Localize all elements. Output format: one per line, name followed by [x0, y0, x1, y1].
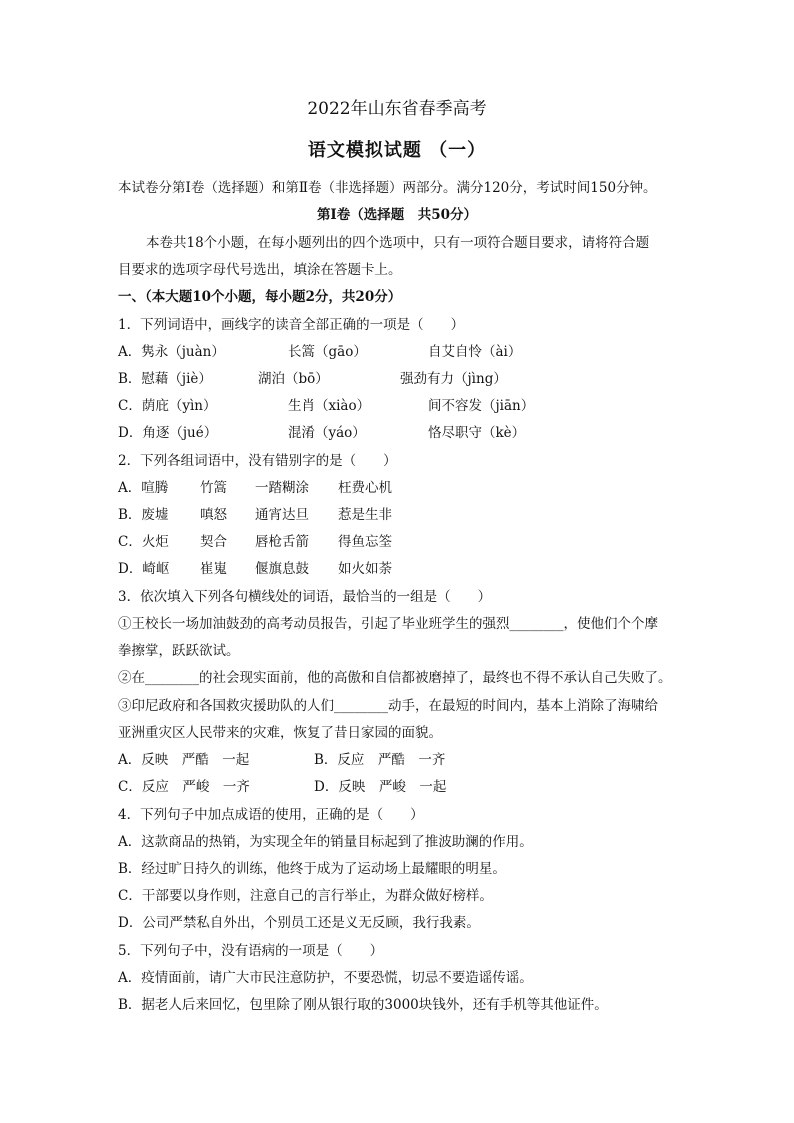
q2-b-col2: 嗔怒	[200, 507, 227, 523]
q3-option-b: B．反应 严酷 一齐	[314, 752, 446, 768]
q4-stem: 4．下列句子中加点成语的使用，正确的是（ ）	[118, 807, 424, 823]
q2-option-c	[118, 533, 392, 551]
section1-heading: 一、（本大题10个小题，每小题2分，共20分）	[118, 289, 402, 305]
q2-d-col1: D．崎岖	[118, 561, 170, 577]
q4-option-a: A．这款商品的热销，为实现全年的销量目标起到了推波助澜的作用。	[118, 834, 533, 850]
q3-sentence3-line1: ③印尼政府和各国救灾援助队的人们________动手，在最短的时间内，基本上消除了海啸给	[118, 698, 658, 714]
q3-sentence1-line2: 拳擦掌，跃跃欲试。	[118, 643, 240, 659]
q1-a-col2: 长篙（gāo）	[288, 344, 367, 360]
q2-a-col1: A．喧腾	[118, 480, 169, 496]
part1-desc-line1: 本卷共18个小题，在每小题列出的四个选项中，只有一项符合题目要求，请将符合题	[146, 235, 650, 251]
q5-option-b: B．据老人后来回忆，包里除了刚从银行取的3000块钱外，还有手机等其他证件。	[118, 997, 608, 1013]
q1-c-col1: C．荫庇（yìn）	[118, 398, 217, 414]
q3-options-row2	[118, 778, 447, 796]
q4-option-c: C．干部要以身作则，注意自己的言行举止，为群众做好榜样。	[118, 888, 493, 904]
q2-b-col3: 通宵达旦	[255, 507, 309, 523]
q4-option-b: B．经过旷日持久的训练，他终于成为了运动场上最耀眼的明星。	[118, 861, 506, 877]
q2-c-col1: C．火炬	[118, 534, 169, 550]
q1-a-col1: A．隽永（juàn）	[118, 344, 225, 360]
q2-c-col3: 唇枪舌箭	[255, 534, 309, 550]
q5-stem: 5．下列句子中，没有语病的一项是（ ）	[118, 943, 384, 959]
q4-option-d: D．公司严禁私自外出，个别员工还是义无反顾，我行我素。	[118, 915, 480, 931]
part1-desc-line2: 目要求的选项字母代号选出，填涂在答题卡上。	[118, 262, 402, 278]
q1-b-col3: 强劲有力（jìng）	[400, 371, 507, 387]
q3-sentence3-line2: 亚洲重灾区人民带来的灾难，恢复了昔日家园的面貌。	[118, 725, 442, 741]
q1-b-col2: 湖泊（bō）	[258, 371, 329, 387]
q1-d-col1: D．角逐（jué）	[118, 425, 218, 441]
q2-a-col3: 一踏糊涂	[255, 480, 309, 496]
q1-a-col3: 自艾自怜（ài）	[428, 344, 522, 360]
q1-option-b	[118, 370, 507, 388]
q3-option-c: C．反应 严峻 一齐	[118, 779, 250, 795]
q3-sentence2: ②在________的社会现实面前，他的高傲和自信都被磨掉了，最终也不得不承认自己失败了。	[118, 670, 672, 686]
q2-d-col4: 如火如荼	[338, 561, 392, 577]
q2-c-col2: 契合	[200, 534, 227, 550]
q1-d-col3: 恪尽职守（kè）	[428, 425, 526, 441]
q1-option-a	[118, 343, 522, 361]
q2-option-a	[118, 479, 392, 497]
q2-option-b	[118, 506, 392, 524]
q1-c-col2: 生肖（xiào）	[288, 398, 371, 414]
q5-option-a: A．疫情面前，请广大市民注意防护，不要恐慌，切忌不要造谣传谣。	[118, 970, 533, 986]
q1-c-col3: 间不容发（jiān）	[428, 398, 535, 414]
q2-a-col2: 竹篙	[200, 480, 227, 496]
part1-title: 第Ⅰ卷（选择题 共50分）	[316, 207, 478, 223]
q2-d-col2: 崔嵬	[200, 561, 227, 577]
q3-option-a: A．反映 严酷 一起	[118, 752, 250, 768]
exam-title: 2022年山东省春季高考	[307, 99, 487, 119]
q1-b-col1: B．慰藉（jiè）	[118, 371, 212, 387]
q3-sentence1-line1: ①王校长一场加油鼓劲的高考动员报告，引起了毕业班学生的强烈________，使他们个个摩	[118, 616, 658, 632]
q3-stem: 3．依次填入下列各句横线处的词语，最恰当的一组是（ ）	[118, 589, 492, 605]
q1-option-d	[118, 424, 526, 442]
q3-options-row1	[118, 751, 446, 769]
q1-stem: 1．下列词语中，画线字的读音全部正确的一项是（ ）	[118, 317, 465, 333]
exam-subtitle: 语文模拟试题 （一）	[307, 140, 487, 161]
q3-option-d: D．反映 严峻 一起	[314, 779, 447, 795]
q1-option-c	[118, 397, 535, 415]
q2-a-col4: 枉费心机	[338, 480, 392, 496]
intro-text: 本试卷分第Ⅰ卷（选择题）和第Ⅱ卷（非选择题）两部分。满分120分，考试时间150分钟。	[118, 180, 657, 196]
q2-d-col3: 偃旗息鼓	[255, 561, 309, 577]
q2-b-col4: 惹是生非	[338, 507, 392, 523]
q2-option-d	[118, 560, 392, 578]
q1-d-col2: 混淆（yáo）	[288, 425, 366, 441]
q2-b-col1: B．废墟	[118, 507, 169, 523]
q2-c-col4: 得鱼忘筌	[338, 534, 392, 550]
q2-stem: 2．下列各组词语中，没有错别字的是（ ）	[118, 453, 397, 469]
